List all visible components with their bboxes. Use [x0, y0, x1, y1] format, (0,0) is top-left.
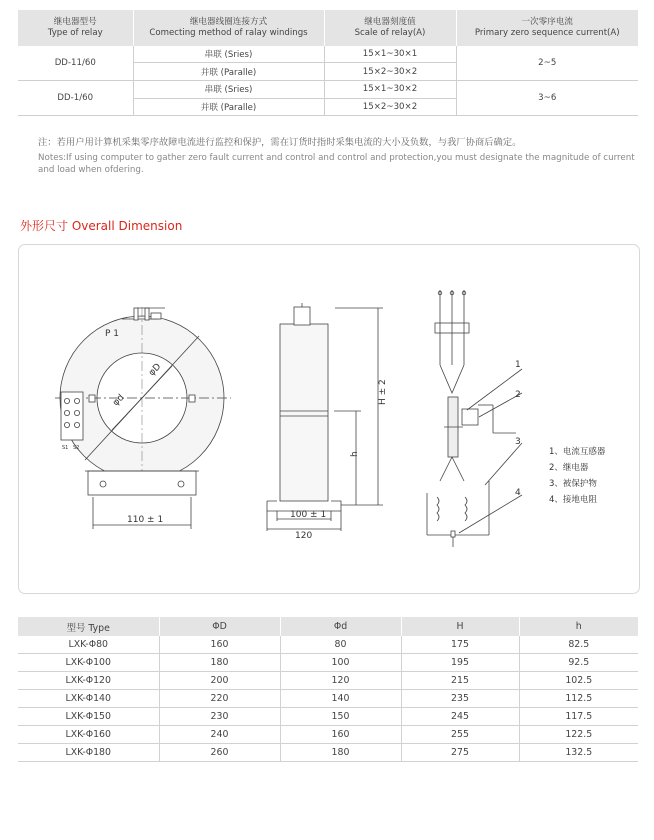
table-cell: 132.5 — [519, 744, 638, 762]
table-cell: 92.5 — [519, 654, 638, 672]
dimension-table — [18, 617, 638, 762]
table-cell: 122.5 — [519, 726, 638, 744]
table-cell: 180 — [280, 744, 401, 762]
table-cell: 235 — [401, 690, 519, 708]
dims-header-height: H — [401, 617, 519, 636]
relay-header-method: 继电器线圈连接方式 Comecting method of ralay windings — [133, 10, 324, 46]
legend-item: 4、接地电阻 — [549, 495, 597, 505]
table-cell: 120 — [280, 672, 401, 690]
width-100-label: 100 ± 1 — [290, 510, 327, 520]
table-cell: LXK-Φ160 — [18, 726, 159, 744]
relay-method-cell: 并联 (Paralle) — [133, 98, 324, 116]
legend-item: 1、电流互感器 — [549, 447, 606, 457]
relay-method-cell: 并联 (Paralle) — [133, 63, 324, 81]
table-cell: 275 — [401, 744, 519, 762]
ring-front-view — [55, 307, 231, 529]
dims-header-row — [18, 617, 638, 636]
table-row — [18, 690, 638, 708]
table-cell: 82.5 — [519, 636, 638, 654]
table-cell: 200 — [159, 672, 280, 690]
dims-header-type: 型号 Type — [18, 617, 159, 636]
table-row — [18, 654, 638, 672]
note-chinese: 注：若用户用计算机采集零序故障电流进行监控和保护，需在订货时指时采集电流的大小及负数，与我厂协商后确定。 — [38, 137, 522, 148]
relay-header-scale: 继电器刻度值 Scale of relay(A) — [324, 10, 456, 46]
table-cell: 140 — [280, 690, 401, 708]
relay-type-cell: DD-11/60 — [18, 46, 133, 81]
relay-table — [18, 10, 638, 116]
overall-dimension-drawing — [18, 244, 640, 594]
phi-small-d-label: φd — [111, 392, 127, 409]
relay-scale-cell: 15×1~30×2 — [324, 81, 456, 99]
table-row — [18, 744, 638, 762]
relay-current-cell: 2~5 — [456, 46, 638, 81]
relay-scale-cell: 15×1~30×1 — [324, 46, 456, 63]
table-row — [18, 46, 638, 63]
relay-current-cell: 3~6 — [456, 81, 638, 116]
table-cell: LXK-Φ80 — [18, 636, 159, 654]
dims-header-inner-diameter: Φd — [280, 617, 401, 636]
table-cell: 255 — [401, 726, 519, 744]
relay-type-cell: DD-1/60 — [18, 81, 133, 116]
table-row — [18, 636, 638, 654]
table-cell: 160 — [159, 636, 280, 654]
relay-header-row — [18, 10, 638, 46]
section-title: 外形尺寸 Overall Dimension — [20, 219, 183, 233]
table-row — [18, 708, 638, 726]
drawing-canvas — [19, 245, 639, 593]
schematic-number: 3 — [515, 437, 521, 447]
legend-item: 3、被保护物 — [549, 479, 597, 489]
table-cell: 112.5 — [519, 690, 638, 708]
table-row — [18, 672, 638, 690]
relay-header-current: 一次零序电流 Primary zero sequence current(A) — [456, 10, 638, 46]
table-cell: 102.5 — [519, 672, 638, 690]
wiring-schematic — [427, 290, 522, 547]
s2-label: S2 — [73, 445, 80, 451]
table-cell: LXK-Φ140 — [18, 690, 159, 708]
table-cell: 260 — [159, 744, 280, 762]
phi-big-d-label: φD — [147, 361, 164, 379]
ring-side-view — [267, 303, 383, 531]
small-h-label: h — [350, 451, 360, 457]
table-cell: LXK-Φ120 — [18, 672, 159, 690]
dims-header-center-height: h — [519, 617, 638, 636]
schematic-number: 4 — [515, 488, 521, 498]
table-cell: 215 — [401, 672, 519, 690]
s1-label: S1 — [62, 445, 69, 451]
width-110-label: 110 ± 1 — [127, 515, 164, 525]
schematic-number: 2 — [515, 390, 521, 400]
relay-header-type: 继电器型号 Type of relay — [18, 10, 133, 46]
table-cell: 160 — [280, 726, 401, 744]
table-cell: 150 — [280, 708, 401, 726]
dims-header-outer-diameter: ΦD — [159, 617, 280, 636]
table-cell: 100 — [280, 654, 401, 672]
width-120-label: 120 — [295, 531, 313, 541]
table-cell: 245 — [401, 708, 519, 726]
relay-scale-cell: 15×2~30×2 — [324, 63, 456, 81]
table-cell: LXK-Φ180 — [18, 744, 159, 762]
table-cell: 195 — [401, 654, 519, 672]
table-cell: 230 — [159, 708, 280, 726]
table-cell: LXK-Φ150 — [18, 708, 159, 726]
table-row — [18, 81, 638, 99]
relay-method-cell: 串联 (Sries) — [133, 46, 324, 63]
height-h-label: H ± 2 — [378, 379, 388, 405]
table-cell: 175 — [401, 636, 519, 654]
p1-label: P 1 — [105, 329, 120, 339]
schematic-number: 1 — [515, 360, 521, 370]
note-english: Notes:If using computer to gather zero fault current and control and control and protection,you must designate the magnitude of current and load when ofdering. — [38, 153, 635, 175]
relay-method-cell: 串联 (Sries) — [133, 81, 324, 99]
relay-scale-cell: 15×2~30×2 — [324, 98, 456, 116]
table-cell: 220 — [159, 690, 280, 708]
table-cell: 117.5 — [519, 708, 638, 726]
table-row — [18, 726, 638, 744]
table-cell: LXK-Φ100 — [18, 654, 159, 672]
table-cell: 80 — [280, 636, 401, 654]
table-cell: 240 — [159, 726, 280, 744]
legend-item: 2、继电器 — [549, 463, 589, 473]
table-cell: 180 — [159, 654, 280, 672]
